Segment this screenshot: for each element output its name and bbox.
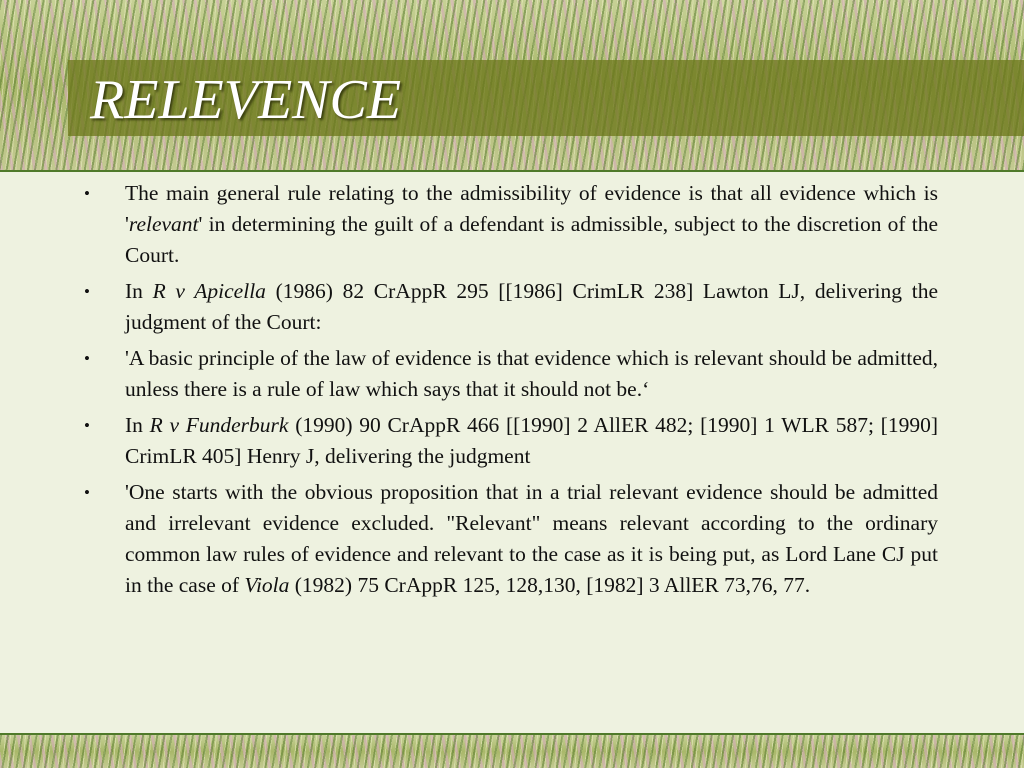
grass-footer-band [0, 735, 1024, 768]
title-bar [68, 60, 1024, 136]
bullet-marker: • [84, 483, 90, 502]
header-divider [0, 170, 1024, 172]
bullet-text: (1986) 82 CrAppR 295 [[1986] CrimLR 238] Lawton LJ, delivering the judgment of the Court: [125, 279, 938, 334]
bullet-text: 'One starts with the obvious proposition that in a trial relevant evidence should be admitted and irrelevant evidence excluded. "Relevant" means relevant according to the ordinary common law rules of evidence and relevant to the case as it is being put, as Lord Lane CJ put in the case of [125, 480, 938, 597]
bullet-text: The main general rule relating to the admissibility of evidence is that all evidence which is ' [125, 181, 938, 236]
case-name: R v Apicella [152, 279, 266, 303]
bullet-item-funderburk [84, 410, 938, 472]
bullet-text: 'A basic principle of the law of evidence is that evidence which is relevant should be admitted, unless there is a rule of law which says that it should not be.‘ [125, 346, 938, 401]
bullet-item-apicella [84, 276, 938, 338]
bullet-item-basic-principle-quote [84, 343, 938, 405]
case-name: R v Funderburk [149, 413, 289, 437]
bullet-text: (1990) 90 CrAppR 466 [[1990] 2 AllER 482; [1990] 1 WLR 587; [1990] CrimLR 405] Henry J, delivering the judgment [125, 413, 938, 468]
bullet-marker: • [84, 349, 90, 368]
bullet-text: ' in determining the guilt of a defendant is admissible, subject to the discretion of the Court. [125, 212, 938, 267]
bullet-marker: • [84, 184, 90, 203]
bullet-item-obvious-proposition-quote [84, 477, 938, 601]
bullet-text: (1982) 75 CrAppR 125, 128,130, [1982] 3 AllER 73,76, 77. [289, 573, 811, 597]
bullet-list [84, 178, 938, 606]
case-name: Viola [244, 573, 290, 597]
bullet-marker: • [84, 282, 90, 301]
bullet-emphasis: relevant [128, 212, 199, 236]
bullet-text: In [125, 279, 153, 303]
bullet-marker: • [84, 416, 90, 435]
slide-title: RELEVENCE [90, 69, 402, 131]
bullet-item-admissibility-rule [84, 178, 938, 271]
bullet-text: In [125, 413, 150, 437]
